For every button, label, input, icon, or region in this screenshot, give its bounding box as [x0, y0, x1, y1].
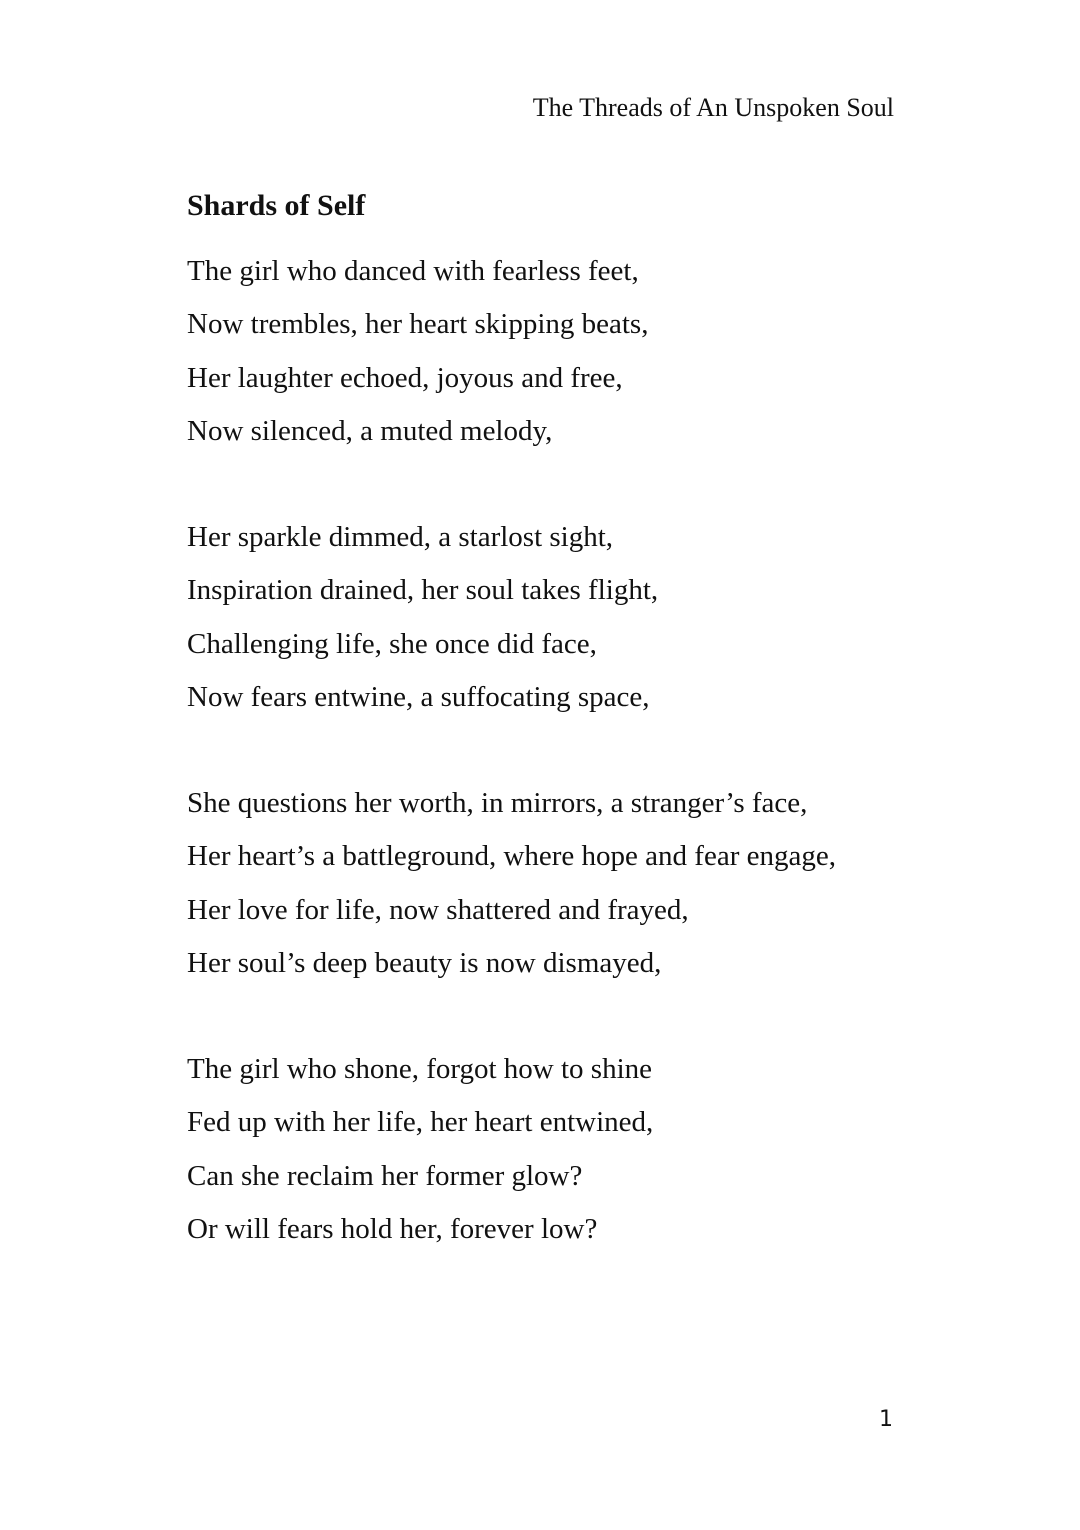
poem-line: She questions her worth, in mirrors, a stranger’s face,	[187, 787, 808, 819]
running-header: The Threads of An Unspoken Soul	[532, 93, 894, 122]
poem-line: Inspiration drained, her soul takes flight,	[187, 574, 659, 607]
page-number: 1	[879, 1407, 893, 1432]
poem-line: Challenging life, she once did face,	[187, 627, 597, 660]
poem-line: Her laughter echoed, joyous and free,	[187, 361, 623, 394]
poem-line: Now fears entwine, a suffocating space,	[187, 680, 650, 713]
stanza-1	[187, 254, 648, 467]
poem-line: Her heart’s a battleground, where hope and fear engage,	[187, 840, 836, 873]
poem-line: Her sparkle dimmed, a starlost sight,	[187, 521, 614, 553]
poem-line: The girl who shone, forgot how to shine	[187, 1053, 653, 1085]
poem-line: Her love for life, now shattered and frayed,	[187, 893, 689, 926]
stanza-2	[187, 520, 658, 733]
poem-title: Shards of Self	[187, 189, 366, 222]
poem-line: Her soul’s deep beauty is now dismayed,	[187, 946, 662, 979]
stanza-4	[187, 1052, 653, 1265]
poem-line: Fed up with her life, her heart entwined,	[187, 1106, 654, 1139]
poem-line: Now trembles, her heart skipping beats,	[187, 308, 649, 341]
poem-line: The girl who danced with fearless feet,	[187, 255, 639, 287]
poem-line: Now silenced, a muted melody,	[187, 414, 553, 447]
poem-line: Or will fears hold her, forever low?	[187, 1212, 598, 1245]
stanza-3	[187, 786, 836, 999]
poem-line: Can she reclaim her former glow?	[187, 1159, 583, 1192]
